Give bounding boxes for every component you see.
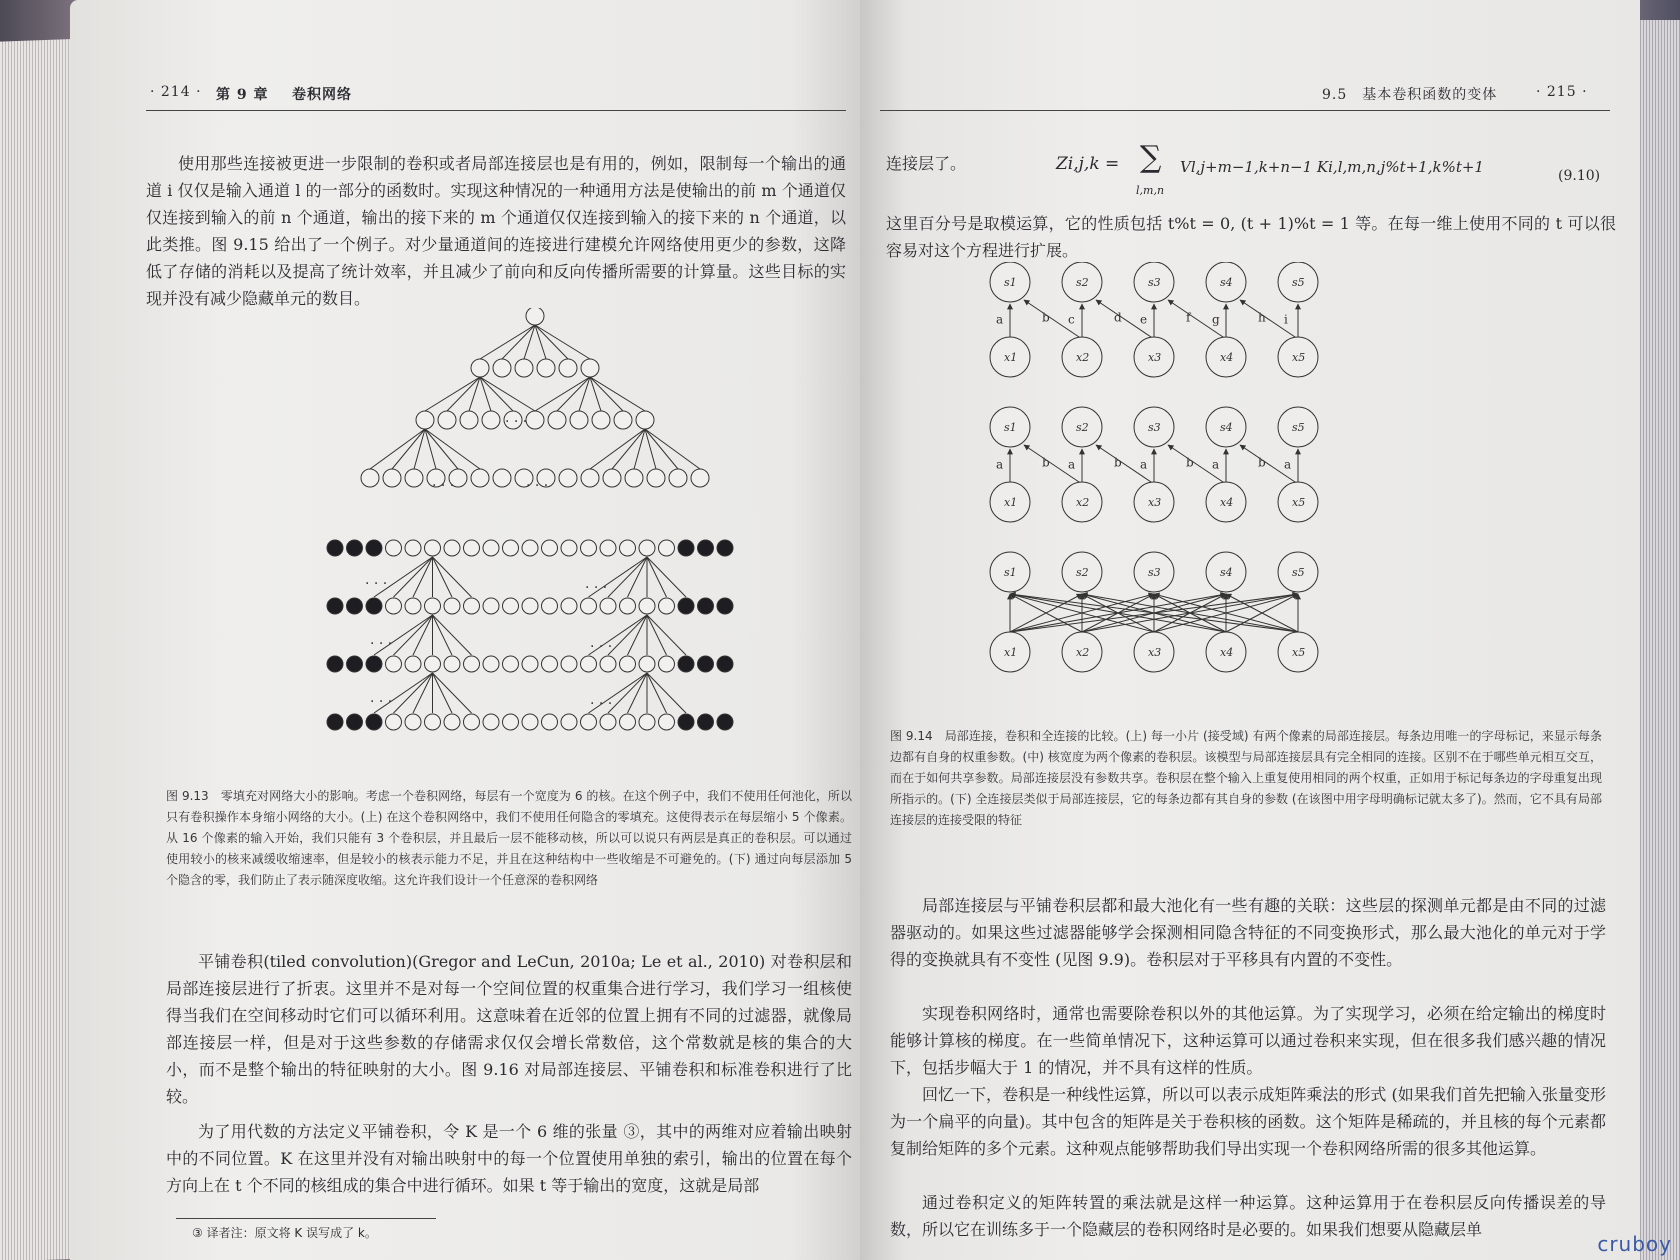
fig14-x-label: x2	[1076, 496, 1090, 509]
fig13-bottom-unit	[405, 656, 421, 672]
fig13-dots-5: · · ·	[585, 580, 608, 596]
fig13-top-unit	[669, 469, 687, 487]
footnote-rule	[176, 1218, 436, 1219]
fig13-bottom-edge	[413, 615, 433, 655]
equation-9-10-sum: ∑	[1140, 140, 1162, 175]
fig13-top-unit	[405, 469, 423, 487]
fig13-bottom-unit	[542, 714, 558, 730]
fig13-bottom-unit	[581, 714, 597, 730]
fig14-s-label: s2	[1076, 566, 1089, 579]
fig13-bottom-unit	[464, 598, 480, 614]
fig13-bottom-unit	[444, 598, 460, 614]
fig13-dots-9: · · ·	[590, 696, 613, 712]
fig13-top-unit	[471, 469, 489, 487]
fig14-s-label: s1	[1004, 276, 1017, 289]
fig13-bottom-unit	[503, 656, 519, 672]
fig13-dots-3: · · ·	[526, 478, 549, 494]
figure-9-14-caption: 图 9.14 局部连接，卷积和全连接的比较。(上) 每一小片 (接受域) 有两个像素的局部连接层。每条边用唯一的字母标记，来显示每条边都有自身的权重参数。(中) 核宽度为两个像素的卷积层。该模型与局部连接层具有完全相同的连接。区别不在于哪些单元相互交互，而在于如何共享参数。局部连接层没有参数共享。卷积层在整个输入上重复使用相同的两个权重，正如用于标记每条边的字母重复出现所指示的。(下) 全连接层类似于局部连接层，它的每条边都有其自身的参数 (在该图中用字母明确标记就太多了)。然而，它不具有局部连接层的连接受限的特征	[890, 729, 1602, 827]
fig13-top-unit	[603, 469, 621, 487]
fig14-edge-label: b	[1114, 455, 1122, 470]
fig13-top-unit	[493, 359, 511, 377]
fig13-bottom-unit	[639, 714, 655, 730]
fig13-bottom-unit	[522, 598, 538, 614]
fig13-bottom-unit	[386, 540, 402, 556]
fig13-bottom-unit	[425, 714, 441, 730]
fig13-bottom-edge	[413, 557, 433, 597]
fig13-zero-pad-unit	[327, 598, 343, 614]
fig14-edge-label: a	[1284, 457, 1292, 472]
fig14-s-label: s5	[1292, 276, 1305, 289]
left-paragraph-2: 平铺卷积(tiled convolution)(Gregor and LeCun, 2010a; Le et al., 2010) 对卷积层和局部连接层进行了折衷。这里并不是对每一个空间位置的权重集合进行学习，我们学习一组核使得当我们在空间移动时它们可以循环利用。这意味着在近邻的位置上拥有不同的过滤器，就像局部连接层一样，但是对于这些参数的存储需求仅仅会增长常数倍，这个常数就是核的集合的大小，而不是整个输出的特征映射的大小。图 9.16 对局部连接层、平铺卷积和标准卷积进行了比较。	[166, 952, 852, 1106]
left-header-rule	[146, 110, 846, 111]
fig13-top-unit	[548, 411, 566, 429]
right-paragraph-1: 这里百分号是取模运算，它的性质包括 t%t = 0, (t + 1)%t = 1 等。在每一维上使用不同的 t 可以很容易对这个方程进行扩展。	[886, 214, 1616, 260]
fig13-bottom-edge	[647, 615, 667, 655]
fig14-x-label: x4	[1220, 646, 1234, 659]
fig13-top-unit	[482, 411, 500, 429]
fig14-edge-label: a	[1212, 457, 1220, 472]
fig13-zero-pad-unit	[678, 598, 694, 614]
fig13-dots-4: · · ·	[365, 576, 388, 592]
fig13-bottom-unit	[639, 656, 655, 672]
equation-9-10-lhs: Zi,j,k =	[1056, 154, 1120, 174]
fig13-bottom-unit	[464, 656, 480, 672]
fig13-top-unit	[614, 411, 632, 429]
right-page	[860, 0, 1640, 1260]
figure-9-13	[270, 308, 790, 778]
fig14-x-label: x3	[1148, 351, 1162, 364]
fig14-x-label: x4	[1220, 351, 1234, 364]
left-paragraph-3: 为了用代数的方法定义平铺卷积，令 K 是一个 6 维的张量 ③，其中的两维对应着输出映射中的不同位置。K 在这里并没有对输出映射中的每一个位置使用单独的索引，输出的位置在每个方向上在 t 个不同的核组成的集合中进行循环。如果 t 等于输出的宽度，这就是局部	[166, 1122, 852, 1195]
fig14-x-label: x1	[1004, 496, 1018, 509]
footnote: ③ 译者注：原文将 K 误写成了 k。	[192, 1226, 377, 1240]
fig14-s-label: s2	[1076, 421, 1089, 434]
fig14-s-label: s3	[1148, 276, 1161, 289]
fig13-top-unit	[581, 359, 599, 377]
fig14-s-label: s5	[1292, 566, 1305, 579]
fig13-bottom-unit	[386, 598, 402, 614]
fig14-x-label: x3	[1148, 496, 1162, 509]
fig13-bottom-unit	[600, 540, 616, 556]
right-header-rule	[880, 110, 1610, 111]
fig13-bottom-unit	[464, 714, 480, 730]
fig13-bottom-edge	[628, 615, 648, 655]
figure-9-13-caption: 图 9.13 零填充对网络大小的影响。考虑一个卷积网络，每层有一个宽度为 6 的核。在这个例子中，我们不使用任何池化，所以只有卷积操作本身缩小网络的大小。(上) 在这个卷积网络中，我们不使用任何隐含的零填充。这使得表示在每层缩小 5 个像素。从 16 个像素的输入开始，我们只能有 3 个卷积层，并且最后一层不能移动核，所以可以说只有两层是真正的卷积层。可以通过使用较小的核来减缓收缩速率，但是较小的核表示能力不足，并且在这种结构中一些收缩是不可避免的。(下) 通过向每层添加 5 个隐含的零，我们防止了表示随深度收缩。这允许我们设计一个任意深的卷积网络	[166, 789, 852, 887]
fig13-bottom-unit	[522, 540, 538, 556]
fig13-zero-pad-unit	[366, 656, 382, 672]
fig13-bottom-unit	[483, 540, 499, 556]
fig13-top-unit	[559, 359, 577, 377]
left-page	[70, 0, 870, 1260]
fig13-bottom-edge	[608, 557, 647, 597]
fig13-top-unit	[581, 469, 599, 487]
fig14-edge-label: c	[1068, 312, 1075, 327]
fig13-bottom-edge	[433, 615, 453, 655]
fig13-dots-2: · · ·	[432, 478, 455, 494]
fig13-zero-pad-unit	[347, 598, 363, 614]
fig13-zero-pad-unit	[698, 598, 714, 614]
fig13-bottom-unit	[581, 598, 597, 614]
fig13-top-unit	[592, 411, 610, 429]
fig14-edge-label: b	[1186, 455, 1194, 470]
fig13-bottom-unit	[522, 656, 538, 672]
right-section-title: 9.5 基本卷积函数的变体	[1322, 87, 1498, 103]
fig13-bottom-unit	[561, 540, 577, 556]
fig13-bottom-unit	[386, 656, 402, 672]
fig14-edge-label: b	[1258, 455, 1266, 470]
fig13-bottom-unit	[405, 714, 421, 730]
fig13-bottom-unit	[503, 714, 519, 730]
fig13-top-unit	[647, 469, 665, 487]
fig13-top-unit	[559, 469, 577, 487]
fig14-edge-diagonal	[1240, 300, 1298, 339]
fig14-edge-label: a	[996, 312, 1004, 327]
fig13-top-unit	[526, 308, 544, 325]
fig13-top-unit	[383, 469, 401, 487]
fig13-bottom-unit	[425, 598, 441, 614]
fig13-bottom-unit	[444, 540, 460, 556]
fig13-zero-pad-unit	[327, 714, 343, 730]
fig14-x-label: x5	[1292, 496, 1306, 509]
fig14-edge-label: b	[1042, 455, 1050, 470]
fig14-edge-label: b	[1042, 310, 1050, 325]
equation-number: (9.10)	[1558, 168, 1601, 184]
fig13-zero-pad-unit	[717, 656, 733, 672]
fig13-bottom-unit	[600, 598, 616, 614]
fig14-x-label: x5	[1292, 646, 1306, 659]
fig13-zero-pad-unit	[717, 714, 733, 730]
fig13-top-unit	[361, 469, 379, 487]
fig14-x-label: x5	[1292, 351, 1306, 364]
fig14-edge-label: d	[1114, 310, 1122, 325]
fig14-s-label: s3	[1148, 566, 1161, 579]
fig14-edge-label: a	[1068, 457, 1076, 472]
fig14-x-label: x1	[1004, 351, 1018, 364]
fig13-bottom-unit	[620, 540, 636, 556]
fig14-s-label: s3	[1148, 421, 1161, 434]
fig13-bottom-unit	[620, 714, 636, 730]
fig13-top-unit	[471, 359, 489, 377]
fig13-bottom-unit	[620, 598, 636, 614]
fig13-zero-pad-unit	[366, 714, 382, 730]
fig13-bottom-edge	[608, 615, 647, 655]
fig13-top-unit	[493, 469, 511, 487]
fig13-top-unit	[416, 411, 434, 429]
fig13-bottom-unit	[522, 714, 538, 730]
fig13-bottom-edge	[647, 673, 667, 713]
fig13-bottom-unit	[405, 540, 421, 556]
fig14-edge-label: a	[996, 457, 1004, 472]
fig13-bottom-unit	[542, 656, 558, 672]
fig13-bottom-unit	[464, 540, 480, 556]
fig13-zero-pad-unit	[717, 598, 733, 614]
fig13-dots-7: · · ·	[590, 639, 613, 655]
right-line-1: 连接层了。	[886, 154, 967, 173]
fig13-bottom-unit	[483, 656, 499, 672]
fig13-zero-pad-unit	[717, 540, 733, 556]
fig13-bottom-unit	[639, 540, 655, 556]
fig13-bottom-unit	[483, 598, 499, 614]
fig13-bottom-unit	[600, 656, 616, 672]
fig13-bottom-unit	[659, 540, 675, 556]
left-chapter-title: 卷积网络	[292, 87, 352, 103]
watermark: cruboy	[1597, 1232, 1672, 1256]
fig14-edge-label: e	[1140, 312, 1148, 327]
right-paragraph-5: 通过卷积定义的矩阵转置的乘法就是这样一种运算。这种运算用于在卷积层反向传播误差的导数，所以它在训练多于一个隐藏层的卷积网络时是必要的。如果我们想要从隐藏层单	[890, 1193, 1606, 1239]
fig13-bottom-edge	[433, 557, 453, 597]
fig13-bottom-edge	[394, 673, 433, 713]
fig13-bottom-edge	[433, 615, 472, 655]
fig13-zero-pad-unit	[347, 714, 363, 730]
fig13-bottom-unit	[561, 656, 577, 672]
fig13-bottom-unit	[561, 598, 577, 614]
fig13-bottom-unit	[503, 598, 519, 614]
fig14-s-label: s2	[1076, 276, 1089, 289]
fig13-zero-pad-unit	[678, 540, 694, 556]
fig14-s-label: s5	[1292, 421, 1305, 434]
fig13-dots-1: · · ·	[505, 414, 528, 430]
fig14-edge-label: g	[1212, 312, 1220, 327]
fig14-x-label: x2	[1076, 351, 1090, 364]
fig13-zero-pad-unit	[366, 540, 382, 556]
fig13-zero-pad-unit	[327, 656, 343, 672]
fig13-bottom-unit	[659, 656, 675, 672]
fig14-x-label: x3	[1148, 646, 1162, 659]
fig13-bottom-unit	[561, 714, 577, 730]
fig14-edge-label: a	[1140, 457, 1148, 472]
fig13-zero-pad-unit	[366, 598, 382, 614]
fig13-zero-pad-unit	[678, 656, 694, 672]
left-chapter: 第 9 章	[216, 87, 269, 103]
fig13-top-unit	[460, 411, 478, 429]
fig13-bottom-edge	[647, 673, 686, 713]
fig13-bottom-edge	[394, 615, 433, 655]
fig13-bottom-edge	[394, 557, 433, 597]
fig13-bottom-unit	[386, 714, 402, 730]
fig14-x-label: x4	[1220, 496, 1234, 509]
fig13-dots-6: · · ·	[370, 636, 393, 652]
right-paragraph-2: 局部连接层与平铺卷积层都和最大池化有一些有趣的关联：这些层的探测单元都是由不同的过滤器驱动的。如果这些过滤器能够学会探测相同隐含特征的不同变换形式，那么最大池化的单元对于学得的变换就具有不变性 (见图 9.9)。卷积层对于平移具有内置的不变性。	[890, 896, 1606, 969]
fig13-zero-pad-unit	[698, 714, 714, 730]
fig13-top-unit	[526, 411, 544, 429]
fig13-zero-pad-unit	[698, 656, 714, 672]
fig13-bottom-unit	[620, 656, 636, 672]
fig13-top-unit	[570, 411, 588, 429]
right-page-number: · 215 ·	[1536, 84, 1588, 100]
fig13-bottom-unit	[503, 540, 519, 556]
fig14-x-label: x1	[1004, 646, 1018, 659]
figure-9-14	[970, 262, 1470, 722]
fig13-bottom-unit	[639, 598, 655, 614]
fig14-s-label: s4	[1220, 566, 1233, 579]
fig13-top-unit	[691, 469, 709, 487]
left-page-number: · 214 ·	[150, 84, 202, 100]
fig13-bottom-edge	[628, 673, 648, 713]
equation-9-10-sum-index: l,m,n	[1136, 184, 1165, 197]
fig13-bottom-edge	[647, 615, 686, 655]
fig13-bottom-unit	[444, 656, 460, 672]
fig13-top-unit	[625, 469, 643, 487]
fig13-bottom-unit	[659, 714, 675, 730]
fig13-bottom-edge	[647, 557, 667, 597]
fig13-bottom-unit	[581, 540, 597, 556]
fig13-bottom-edge	[413, 673, 433, 713]
equation-9-10-rhs: Vl,j+m−1,k+n−1 Ki,l,m,n,j%t+1,k%t+1	[1180, 158, 1484, 176]
fig13-bottom-unit	[542, 540, 558, 556]
fig13-bottom-unit	[425, 540, 441, 556]
fig13-bottom-unit	[659, 598, 675, 614]
fig13-zero-pad-unit	[347, 540, 363, 556]
fig13-bottom-unit	[542, 598, 558, 614]
fig13-top-unit	[438, 411, 456, 429]
fig13-top-unit	[636, 411, 654, 429]
fig13-top-unit	[515, 359, 533, 377]
fig13-bottom-edge	[647, 557, 686, 597]
fig13-bottom-unit	[444, 714, 460, 730]
fig13-bottom-edge	[628, 557, 648, 597]
fig13-bottom-edge	[433, 673, 472, 713]
fig13-bottom-unit	[405, 598, 421, 614]
fig13-top-unit	[537, 359, 555, 377]
fig14-edge-label: i	[1284, 312, 1288, 327]
fig13-bottom-unit	[581, 656, 597, 672]
right-paragraph-3: 实现卷积网络时，通常也需要除卷积以外的其他运算。为了实现学习，必须在给定输出的梯度时能够计算核的梯度。在一些简单情况下，这种运算可以通过卷积来实现，但在很多我们感兴趣的情况下，包括步幅大于 1 的情况，并不具有这样的性质。	[890, 1004, 1606, 1077]
fig13-bottom-unit	[600, 714, 616, 730]
fig13-zero-pad-unit	[347, 656, 363, 672]
fig13-zero-pad-unit	[698, 540, 714, 556]
fig14-s-label: s4	[1220, 276, 1233, 289]
fig14-x-label: x2	[1076, 646, 1090, 659]
fig13-bottom-edge	[433, 557, 472, 597]
fig13-bottom-edge	[608, 673, 647, 713]
left-paragraph-1: 使用那些连接被更进一步限制的卷积或者局部连接层也是有用的，例如，限制每一个输出的通道 i 仅仅是输入通道 l 的一部分的函数时。实现这种情况的一种通用方法是使输出的前 m 个通道仅仅连接到输入的前 n 个通道，输出的接下来的 m 个通道仅仅连接到输入的接下来的 n 个通道，以此类推。图 9.15 给出了一个例子。对少量通道间的连接进行建模允许网络使用更少的参数，这降低了存储的消耗以及提高了统计效率，并且减少了前向和反向传播所需要的计算量。这些目标的实现并没有减少隐藏单元的数目。	[146, 154, 846, 308]
fig14-s-label: s4	[1220, 421, 1233, 434]
fig13-zero-pad-unit	[327, 540, 343, 556]
fig13-bottom-unit	[425, 656, 441, 672]
fig14-s-label: s1	[1004, 566, 1017, 579]
fig14-edge-label: f	[1186, 310, 1191, 325]
fig13-dots-8: · · ·	[370, 694, 393, 710]
fig13-bottom-unit	[483, 714, 499, 730]
right-paragraph-4: 回忆一下，卷积是一种线性运算，所以可以表示成矩阵乘法的形式 (如果我们首先把输入张量变形为一个扁平的向量)。其中包含的矩阵是关于卷积核的函数。这个矩阵是稀疏的，并且核的每个元素都复制给矩阵的多个元素。这种观点能够帮助我们导出实现一个卷积网络所需的很多其他运算。	[890, 1085, 1606, 1158]
fig14-s-label: s1	[1004, 421, 1017, 434]
fig13-zero-pad-unit	[678, 714, 694, 730]
fig13-bottom-edge	[433, 673, 453, 713]
fig14-edge-label: h	[1258, 310, 1266, 325]
